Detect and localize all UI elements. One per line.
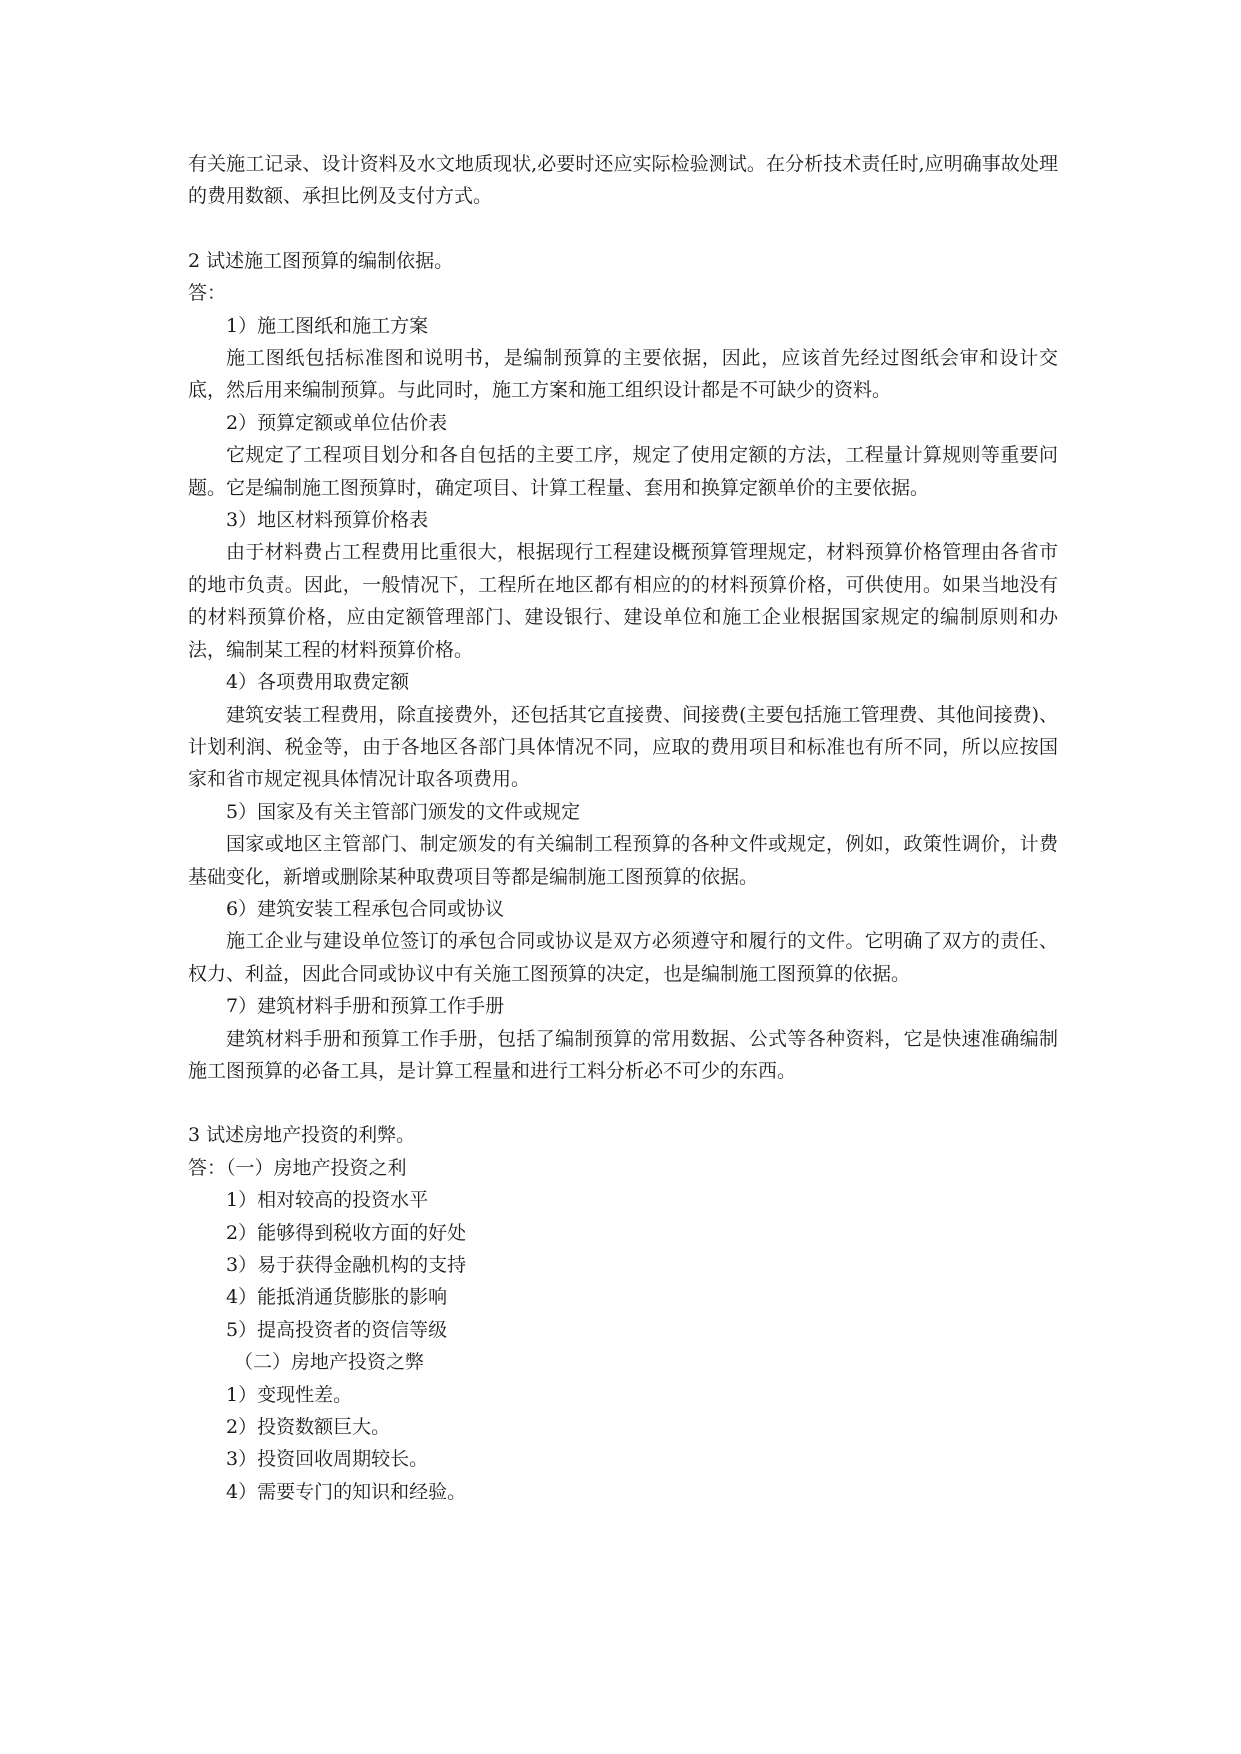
document-page <box>188 148 1058 1508</box>
q2-item-5-body: 国家或地区主管部门、制定颁发的有关编制工程预算的各种文件或规定，例如，政策性调价，计费基础变化，新增或删除某种取费项目等都是编制施工图预算的依据。 <box>188 833 1058 888</box>
q2-item-1-heading: 1）施工图纸和施工方案 <box>226 314 429 337</box>
intro-paragraph: 有关施工记录、设计资料及水文地质现状,必要时还应实际检验测试。在分析技术责任时,应明确事故处理的费用数额、承担比例及支付方式。 <box>188 153 1058 208</box>
q3-answer-line: 答：（一）房地产投资之利 <box>188 1156 407 1179</box>
q2-item-7-body: 建筑材料手册和预算工作手册，包括了编制预算的常用数据、公式等各种资料，它是快速准确编制施工图预算的必备工具，是计算工程量和进行工料分析必不可少的东西。 <box>188 1027 1058 1082</box>
answer-label: 答： <box>188 282 227 305</box>
q2-item-6-body: 施工企业与建设单位签订的承包合同或协议是双方必须遵守和履行的文件。它明确了双方的责任、权力、利益，因此合同或协议中有关施工图预算的决定，也是编制施工图预算的依据。 <box>188 930 1058 985</box>
q2-item-3-body: 由于材料费占工程费用比重很大，根据现行工程建设概预算管理规定，材料预算价格管理由各省市的地市负责。因此，一般情况下，工程所在地区都有相应的的材料预算价格，可供使用。如果当地没有的材料预算价格，应由定额管理部门、建设银行、建设单位和施工企业根据国家规定的编制原则和办法，编制某工程的材料预算价格。 <box>188 541 1058 661</box>
q3-cons-heading: （二）房地产投资之弊 <box>234 1351 425 1374</box>
q3-pro-item: 2）能够得到税收方面的好处 <box>226 1221 467 1244</box>
q2-item-4-body: 建筑安装工程费用，除直接费外，还包括其它直接费、间接费(主要包括施工管理费、其他间接费)、计划利润、税金等，由于各地区各部门具体情况不同，应取的费用项目和标准也有所不同，所以应按国家和省市规定视具体情况计取各项费用。 <box>188 703 1058 791</box>
q2-item-7-heading: 7）建筑材料手册和预算工作手册 <box>226 995 505 1018</box>
question-3-heading: 3 试述房地产投资的利弊。 <box>188 1124 416 1147</box>
question-2-heading: 2 试述施工图预算的编制依据。 <box>188 249 454 272</box>
q3-pro-item: 5）提高投资者的资信等级 <box>226 1318 448 1341</box>
q3-con-item: 1）变现性差。 <box>226 1383 353 1406</box>
q2-item-4-heading: 4）各项费用取费定额 <box>226 671 410 694</box>
q2-item-6-heading: 6）建筑安装工程承包合同或协议 <box>226 897 505 920</box>
q3-con-item: 4）需要专门的知识和经验。 <box>226 1480 467 1503</box>
q3-pro-item: 1）相对较高的投资水平 <box>226 1189 429 1212</box>
q3-pro-item: 3）易于获得金融机构的支持 <box>226 1254 467 1276</box>
q2-item-3-heading: 3）地区材料预算价格表 <box>226 509 429 532</box>
q3-pro-item: 4）能抵消通货膨胀的影响 <box>226 1286 448 1309</box>
q2-item-2-body: 它规定了工程项目划分和各自包括的主要工序，规定了使用定额的方法，工程量计算规则等重要问题。它是编制施工图预算时，确定项目、计算工程量、套用和换算定额单价的主要依据。 <box>188 444 1058 499</box>
q2-item-2-heading: 2）预算定额或单位估价表 <box>226 411 448 434</box>
q2-item-5-heading: 5）国家及有关主管部门颁发的文件或规定 <box>226 800 581 823</box>
section-gap <box>188 213 1058 245</box>
q3-con-item: 3）投资回收周期较长。 <box>226 1448 429 1471</box>
section-gap <box>188 1087 1058 1119</box>
q2-item-1-body: 施工图纸包括标准图和说明书，是编制预算的主要依据，因此，应该首先经过图纸会审和设计交底，然后用来编制预算。与此同时，施工方案和施工组织设计都是不可缺少的资料。 <box>188 347 1058 402</box>
q3-con-item: 2）投资数额巨大。 <box>226 1416 391 1439</box>
